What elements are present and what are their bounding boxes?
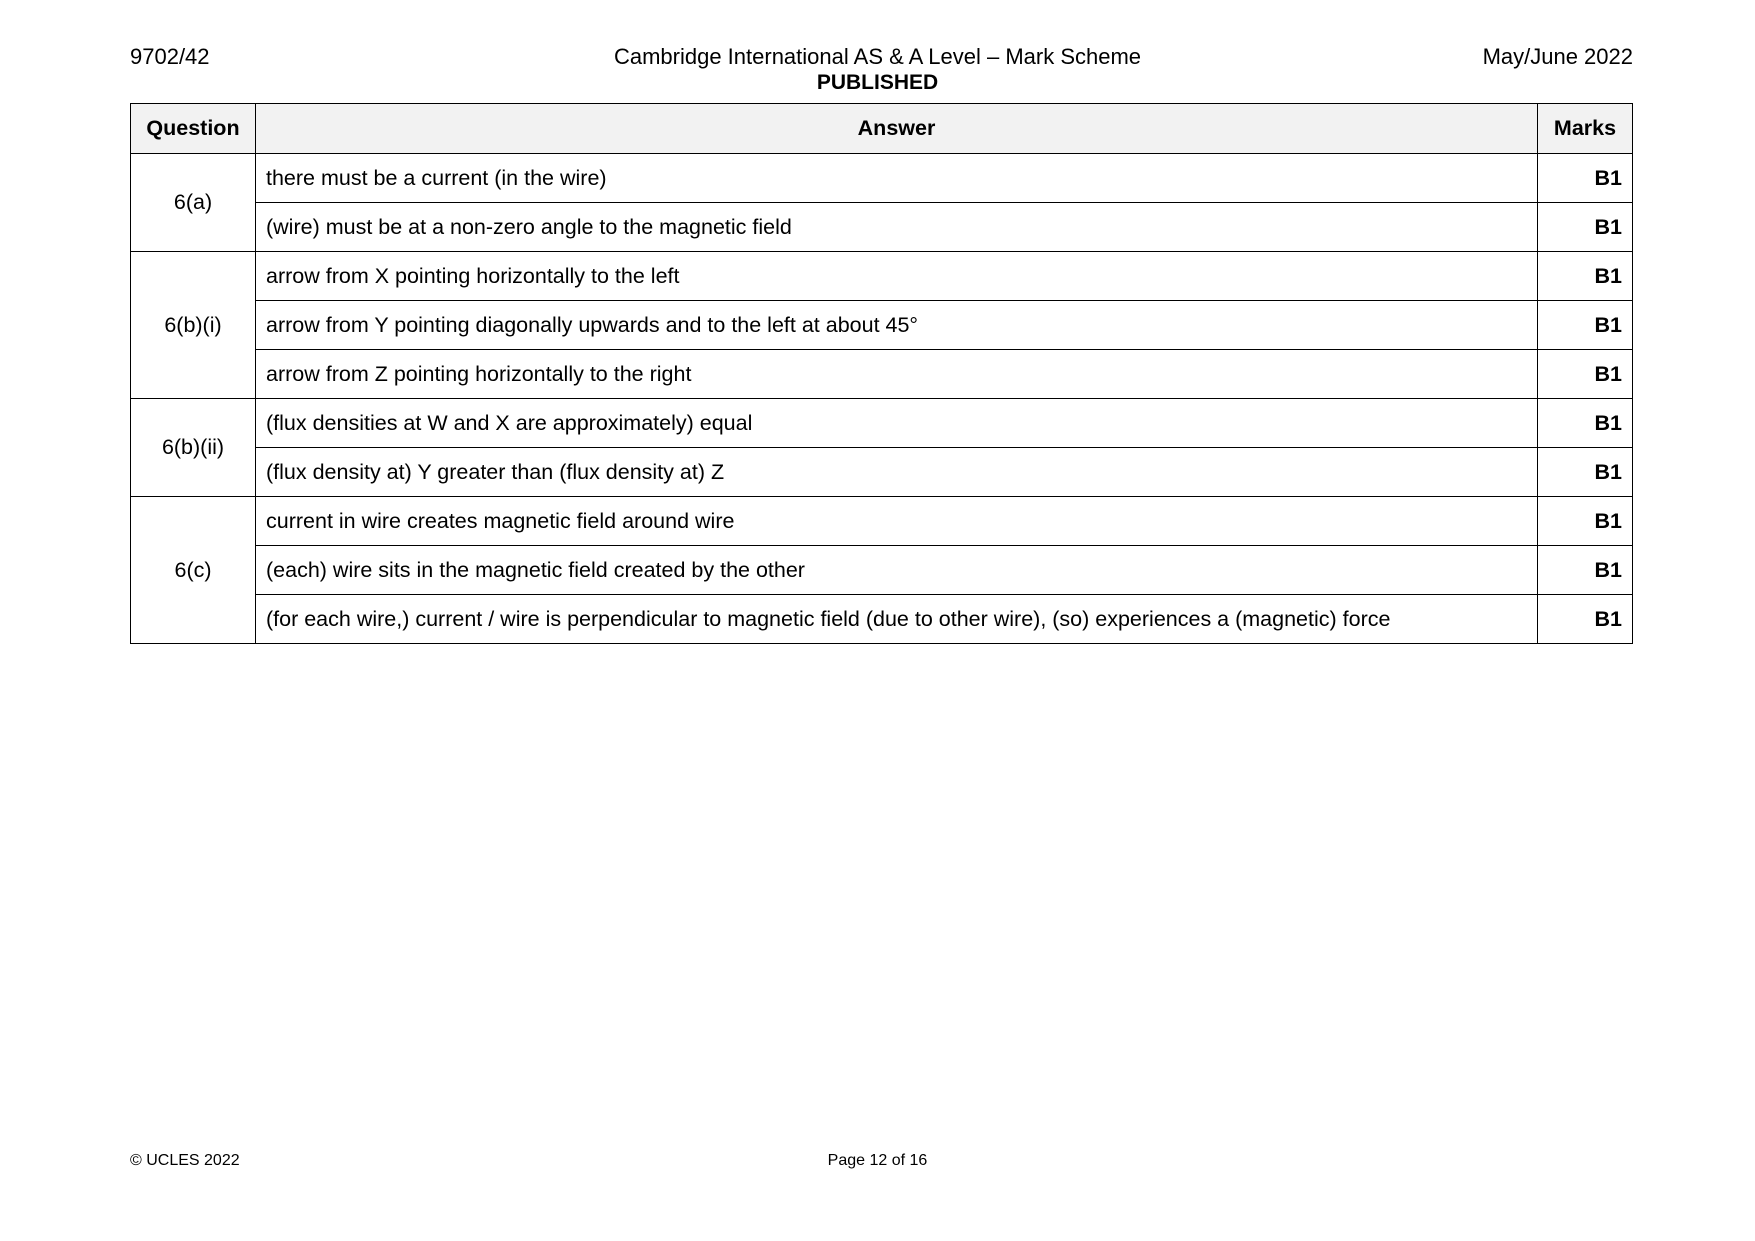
paper-code: 9702/42: [130, 44, 210, 69]
answer-cell: arrow from X pointing horizontally to the left: [256, 252, 1538, 301]
mark-cell: B1: [1538, 546, 1633, 595]
answer-cell: (wire) must be at a non-zero angle to the magnetic field: [256, 203, 1538, 252]
table-row: [131, 546, 1633, 595]
answer-cell: arrow from Z pointing horizontally to the right: [256, 350, 1538, 399]
answer-cell: (each) wire sits in the magnetic field created by the other: [256, 546, 1538, 595]
table-row: [131, 497, 1633, 546]
mark-scheme-table: [130, 103, 1633, 644]
mark-cell: B1: [1538, 595, 1633, 644]
answer-cell: current in wire creates magnetic field around wire: [256, 497, 1538, 546]
table-row: [131, 350, 1633, 399]
mark-cell: B1: [1538, 448, 1633, 497]
question-column-header: Question: [131, 104, 256, 154]
marks-column-header: Marks: [1538, 104, 1633, 154]
mark-cell: B1: [1538, 252, 1633, 301]
question-number: 6(a): [131, 154, 256, 252]
answer-cell: (flux density at) Y greater than (flux density at) Z: [256, 448, 1538, 497]
table-row: [131, 203, 1633, 252]
table-row: [131, 399, 1633, 448]
page-number: Page 12 of 16: [827, 1152, 928, 1169]
answer-cell: arrow from Y pointing diagonally upwards and to the left at about 45°: [256, 301, 1538, 350]
question-number: 6(c): [131, 497, 256, 644]
question-number: 6(b)(i): [131, 252, 256, 399]
table-row: [131, 252, 1633, 301]
mark-cell: B1: [1538, 399, 1633, 448]
table-row: [131, 595, 1633, 644]
copyright-notice: © UCLES 2022: [130, 1152, 240, 1169]
answer-cell: there must be a current (in the wire): [256, 154, 1538, 203]
exam-session: May/June 2022: [1482, 44, 1633, 69]
table-row: [131, 154, 1633, 203]
question-number: 6(b)(ii): [131, 399, 256, 497]
mark-cell: B1: [1538, 301, 1633, 350]
table-row: [131, 301, 1633, 350]
mark-cell: B1: [1538, 154, 1633, 203]
title-text: Cambridge International AS & A Level – Mark Scheme: [613, 44, 1142, 69]
published-label: PUBLISHED: [816, 71, 939, 94]
table-row: [131, 448, 1633, 497]
answer-cell: (flux densities at W and X are approximately) equal: [256, 399, 1538, 448]
table-header-row: [131, 104, 1633, 154]
mark-cell: B1: [1538, 350, 1633, 399]
answer-column-header: Answer: [256, 104, 1538, 154]
mark-cell: B1: [1538, 497, 1633, 546]
answer-cell: (for each wire,) current / wire is perpendicular to magnetic field (due to other wire), (so) experiences a (magnetic) force: [256, 595, 1538, 644]
mark-cell: B1: [1538, 203, 1633, 252]
